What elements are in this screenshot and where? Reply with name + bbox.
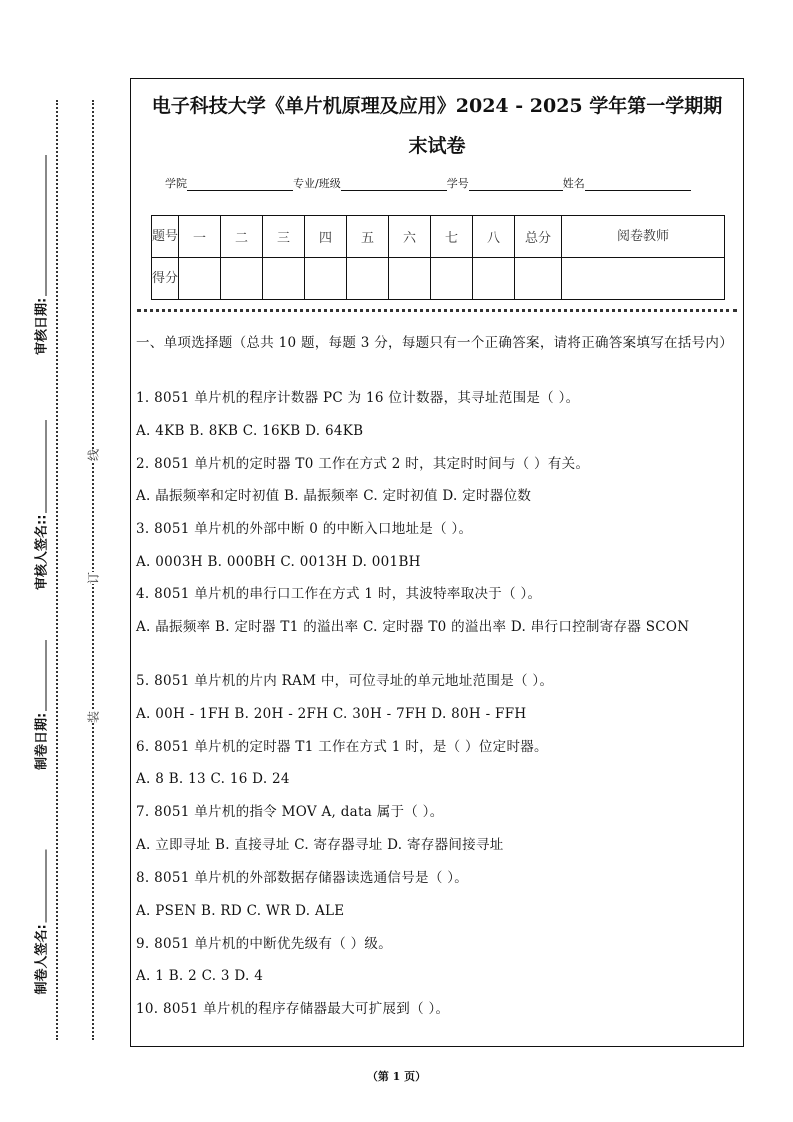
student-id-input[interactable]: [469, 178, 563, 191]
make-date-line: [45, 640, 47, 711]
review-date-field: [31, 155, 50, 355]
score-cell[interactable]: [221, 258, 263, 300]
binding-dotted-line-inner: [92, 100, 94, 1040]
binding-dotted-line-outer: [56, 100, 58, 1040]
answer-options: A. 晶振频率和定时初值 B. 晶振频率 C. 定时初值 D. 定时器位数: [136, 488, 532, 504]
major-class-label: 专业/班级: [293, 177, 341, 190]
review-date-line: [45, 155, 47, 296]
question-text: 10. 8051 单片机的程序存储器最大可扩展到（ ）。: [136, 1001, 450, 1017]
score-cell[interactable]: [515, 258, 562, 300]
maker-sign-field: [31, 850, 50, 995]
cell-score-label: 得分: [152, 258, 179, 300]
cell-q8: 八: [473, 216, 515, 258]
name-label: 姓名: [562, 177, 585, 190]
score-cell[interactable]: [389, 258, 431, 300]
question-text: 1. 8051 单片机的程序计数器 PC 为 16 位计数器，其寻址范围是（ ）。: [136, 390, 580, 406]
score-cell[interactable]: [431, 258, 473, 300]
score-table-score-row: [152, 258, 725, 300]
question-text: 6. 8051 单片机的定时器 T1 工作在方式 1 时，是（ ）位定时器。: [136, 739, 548, 755]
question-text: 7. 8051 单片机的指令 MOV A, data 属于（ ）。: [136, 804, 444, 820]
cell-q5: 五: [347, 216, 389, 258]
question-text: 2. 8051 单片机的定时器 T0 工作在方式 2 时，其定时时间与（ ）有关。: [136, 456, 590, 472]
answer-options: A. PSEN B. RD C. WR D. ALE: [136, 903, 345, 919]
answer-options: A. 8 B. 13 C. 16 D. 24: [136, 771, 290, 787]
cell-total: 总分: [515, 216, 562, 258]
answer-options: A. 4KB B. 8KB C. 16KB D. 64KB: [136, 423, 364, 439]
student-info-row: [165, 175, 691, 191]
exam-title-line1: 电子科技大学《单片机原理及应用》2024 - 2025 学年第一学期期: [151, 95, 723, 117]
answer-options: A. 1 B. 2 C. 3 D. 4: [136, 968, 264, 984]
college-label: 学院: [165, 177, 187, 190]
college-input[interactable]: [187, 178, 293, 191]
score-cell[interactable]: [347, 258, 389, 300]
student-id-label: 学号: [446, 177, 469, 190]
page-number: （第 1 页）: [366, 1070, 427, 1083]
cell-grader: 阅卷教师: [562, 216, 725, 258]
cell-question-no: 题号: [152, 216, 179, 258]
answer-options: A. 立即寻址 B. 直接寻址 C. 寄存器寻址 D. 寄存器间接寻址: [136, 837, 504, 853]
cell-q7: 七: [431, 216, 473, 258]
exam-title-line2: 末试卷: [408, 135, 466, 157]
name-input[interactable]: [585, 178, 691, 191]
question-text: 4. 8051 单片机的串行口工作在方式 1 时，其波特率取决于（ ）。: [136, 586, 542, 602]
maker-sign-line: [45, 850, 47, 923]
cell-q4: 四: [305, 216, 347, 258]
score-table-header-row: [152, 216, 725, 258]
reviewer-sign-field: [31, 420, 50, 590]
cell-q2: 二: [221, 216, 263, 258]
question-text: 8. 8051 单片机的外部数据存储器读选通信号是（ ）。: [136, 870, 469, 886]
dotted-separator: [137, 309, 737, 312]
cell-q1: 一: [179, 216, 221, 258]
answer-options: A. 0003H B. 000BH C. 0013H D. 001BH: [136, 554, 421, 570]
reviewer-sign-line: [45, 420, 47, 513]
bind-char-line: 线: [83, 449, 104, 461]
section1-heading: 一、单项选择题（总共 10 题，每题 3 分，每题只有一个正确答案，请将正确答案填写在括号内）: [136, 335, 734, 351]
question-text: 5. 8051 单片机的片内 RAM 中，可位寻址的单元地址范围是（ ）。: [136, 673, 554, 689]
answer-options: A. 晶振频率 B. 定时器 T1 的溢出率 C. 定时器 T0 的溢出率 D. 串行口控制寄存器 SCON: [136, 619, 690, 635]
score-cell[interactable]: [263, 258, 305, 300]
score-cell[interactable]: [179, 258, 221, 300]
make-date-label: 制卷日期:: [34, 712, 50, 770]
question-text: 3. 8051 单片机的外部中断 0 的中断入口地址是（ ）。: [136, 521, 473, 537]
review-date-label: 审核日期:: [34, 297, 50, 355]
exam-page-frame: [130, 78, 744, 1047]
bind-char-staple: 订: [83, 572, 104, 584]
bind-char-bind: 装: [83, 711, 104, 723]
score-cell[interactable]: [305, 258, 347, 300]
answer-options: A. 00H - 1FH B. 20H - 2FH C. 30H - 7FH D. 80H - FFH: [136, 706, 527, 722]
cell-q6: 六: [389, 216, 431, 258]
score-cell[interactable]: [473, 258, 515, 300]
major-class-input[interactable]: [341, 178, 447, 191]
reviewer-sign-label: 审核人签名::: [34, 514, 50, 590]
make-date-field: [31, 640, 50, 770]
maker-sign-label: 制卷人签名:: [34, 924, 50, 995]
question-text: 9. 8051 单片机的中断优先级有（ ）级。: [136, 936, 393, 952]
score-cell[interactable]: [562, 258, 725, 300]
cell-q3: 三: [263, 216, 305, 258]
score-table: [151, 215, 725, 300]
